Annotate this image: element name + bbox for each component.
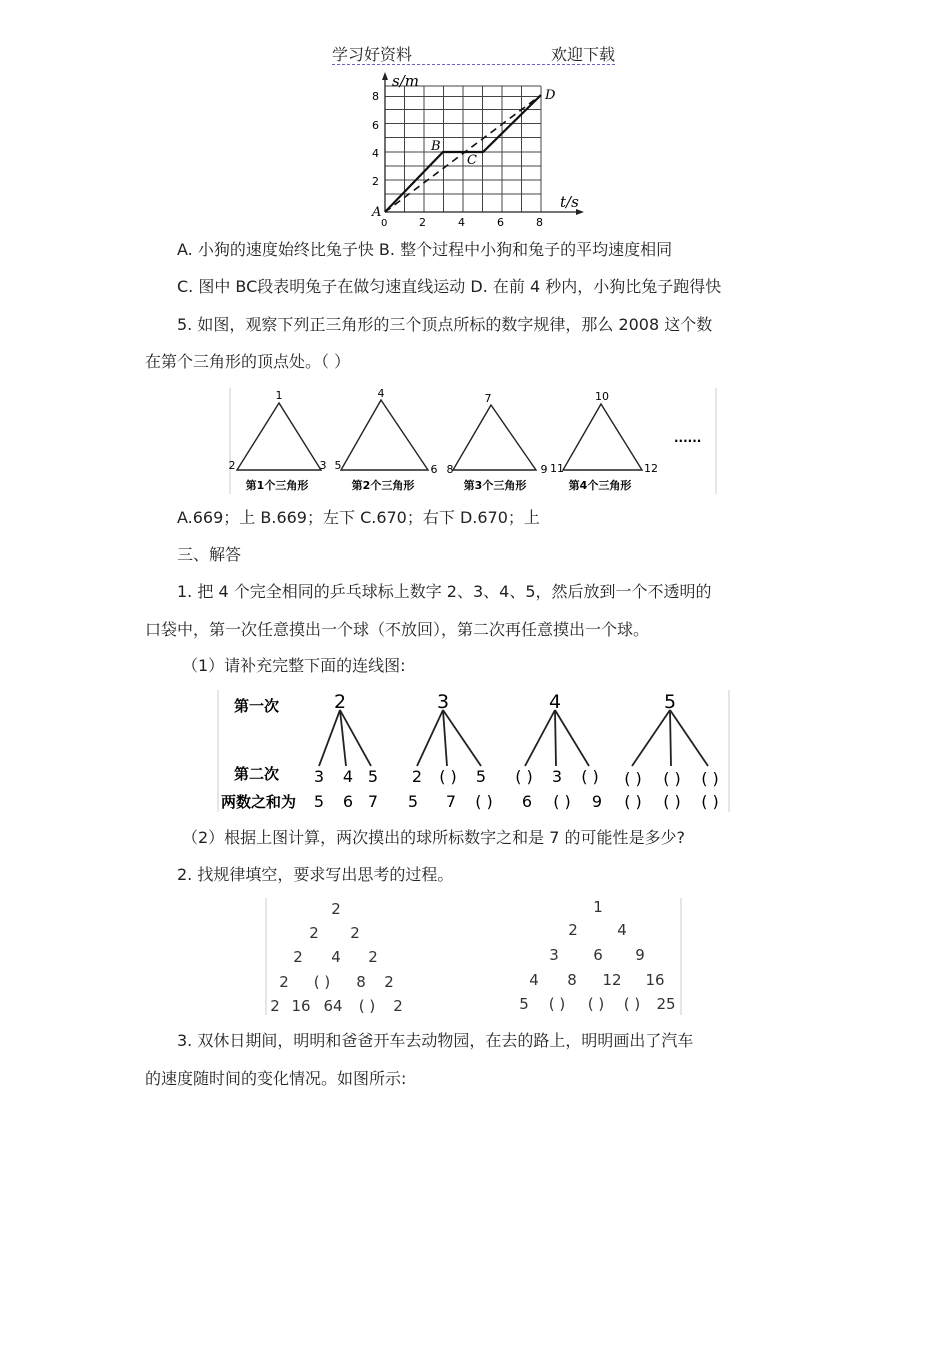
left-pattern-cell: 2 [293,948,303,966]
right-pattern-cell: 4 [529,971,539,989]
sum-blank: ( ) [475,792,493,811]
a1-line1: 1. 把 4 个完全相同的乒乓球标上数字 2、3、4、5，然后放到一个不透明的 [177,582,712,601]
q5-line1: 5. 如图，观察下列正三角形的三个顶点所标的数字规律，那么 2008 这个数 [177,315,713,334]
left-pattern-cell: 16 [291,997,311,1015]
y-tick: 8 [372,90,379,103]
row-label-second: 第二次 [234,765,280,783]
point-b-label: B [431,139,441,154]
q4-options-ab: A. 小狗的速度始终比兔子快 B. 整个过程中小狗和兔子的平均速度相同 [177,240,673,259]
left-pattern-blank: ( ) [358,997,376,1015]
first-draw-2: 2 [333,691,347,713]
second-draw-blank: ( ) [515,767,533,786]
sum-value: 7 [367,792,379,811]
right-pattern-blank: ( ) [587,995,605,1013]
sum-blank: ( ) [553,792,571,811]
a1-line2: 口袋中，第一次任意摸出一个球（不放回），第二次再任意摸出一个球。 [145,620,650,639]
right-pattern-cell: 5 [519,995,529,1013]
right-pattern-cell: 25 [656,995,676,1013]
section-title: 三、解答 [177,545,242,564]
second-draw-blank: ( ) [624,769,642,788]
left-pattern-cell: 2 [270,997,280,1015]
first-draw-4: 4 [548,691,562,713]
triangle-2 [341,400,428,470]
y-tick: 2 [372,175,379,188]
right-pattern-cell: 9 [635,946,645,964]
second-draw: 4 [342,767,354,786]
t2-top: 4 [377,387,385,400]
right-pattern-blank: ( ) [548,995,566,1013]
second-draw: 5 [475,767,487,786]
second-draw: 5 [367,767,379,786]
x-tick: 2 [419,216,426,229]
t4-left: 11 [550,462,564,475]
left-pattern-cell: 2 [368,948,378,966]
q4-options-cd: C. 图中 BC段表明兔子在做匀速直线运动 D. 在前 4 秒内，小狗比兔子跑得快 [177,277,722,296]
tree-diagram [216,688,732,814]
right-pattern-cell: 1 [593,898,603,916]
t3-left: 8 [446,463,454,476]
t4-caption: 第4个三角形 [568,479,632,492]
right-pattern-cell: 8 [567,971,577,989]
number-patterns [264,895,684,1017]
t3-top: 7 [484,392,492,405]
x-axis-label: t/s [560,193,579,211]
right-pattern-blank: ( ) [623,995,641,1013]
right-pattern-cell: 2 [568,921,578,939]
row-label-sum: 两数之和为 [221,793,297,811]
page-header [332,42,615,65]
second-draw-blank: ( ) [701,769,719,788]
sum-value: 9 [591,792,603,811]
y-tick: 4 [372,147,379,160]
t4-right: 12 [644,462,658,475]
sum-value: 6 [521,792,533,811]
second-draw-blank: ( ) [439,767,457,786]
left-pattern-cell: 2 [279,973,289,991]
row-label-first: 第一次 [234,697,280,715]
left-pattern-cell: 2 [350,924,360,942]
point-d-label: D [545,88,556,103]
right-pattern-cell: 6 [593,946,603,964]
t4-top: 10 [595,390,609,403]
t3-caption: 第3个三角形 [463,479,527,492]
triangles-figure [228,386,718,496]
left-pattern-cell: 2 [393,997,403,1015]
distance-time-graph [362,70,592,232]
a1-sub1: （1）请补充完整下面的连线图: [182,656,406,675]
origin-label: 0 [381,218,388,229]
first-draw-3: 3 [436,691,450,713]
second-draw-blank: ( ) [581,767,599,786]
sum-blank: ( ) [701,792,719,811]
second-draw-blank: ( ) [663,769,681,788]
a1-sub2: （2）根据上图计算，两次摸出的球所标数字之和是 7 的可能性是多少? [182,828,686,847]
second-draw: 3 [551,767,563,786]
right-pattern-cell: 4 [617,921,627,939]
left-pattern-cell: 2 [331,900,341,918]
t1-right: 3 [319,459,327,472]
triangle-1 [237,403,321,470]
second-draw: 2 [411,767,423,786]
a3-line2: 的速度随时间的变化情况。如图所示: [145,1069,407,1088]
sum-value: 5 [313,792,325,811]
a3-line1: 3. 双休日期间，明明和爸爸开车去动物园，在去的路上，明明画出了汽车 [177,1031,694,1050]
left-pattern-cell: 2 [309,924,319,942]
t2-right: 6 [430,463,438,476]
left-pattern-cell: 2 [384,973,394,991]
right-pattern-cell: 16 [645,971,665,989]
sum-value: 6 [342,792,354,811]
right-pattern-cell: 3 [549,946,559,964]
triangle-3 [453,405,536,470]
right-pattern-cell: 12 [602,971,622,989]
header-right: 欢迎下载 [550,45,615,64]
triangle-4 [563,404,642,470]
a2-line1: 2. 找规律填空，要求写出思考的过程。 [177,865,454,884]
t2-caption: 第2个三角形 [351,479,415,492]
left-pattern-cell: 8 [356,973,366,991]
sum-blank: ( ) [624,792,642,811]
x-tick: 4 [458,216,465,229]
header-left: 学习好资料 [332,45,413,64]
left-pattern-cell: 64 [323,997,343,1015]
left-pattern-cell: 4 [331,948,341,966]
t3-right: 9 [540,463,548,476]
point-c-label: C [467,153,477,168]
second-draw: 3 [313,767,325,786]
first-draw-5: 5 [663,691,677,713]
q5-options: A.669；上 B.669；左下 C.670；右下 D.670；上 [177,508,540,527]
q5-line2: 在第个三角形的顶点处。（ ） [145,352,351,371]
y-tick: 6 [372,119,379,132]
x-tick: 6 [497,216,504,229]
x-tick: 8 [536,216,543,229]
sum-value: 7 [445,792,457,811]
sum-blank: ( ) [663,792,681,811]
left-pattern-blank: ( ) [313,973,331,991]
sum-value: 5 [407,792,419,811]
t1-left: 2 [228,459,236,472]
continuation-dots: ...... [674,431,702,445]
t1-caption: 第1个三角形 [245,479,309,492]
t1-top: 1 [275,389,283,402]
t2-left: 5 [334,459,342,472]
y-axis-label: s/m [392,72,419,90]
point-a-label: A [372,205,382,220]
